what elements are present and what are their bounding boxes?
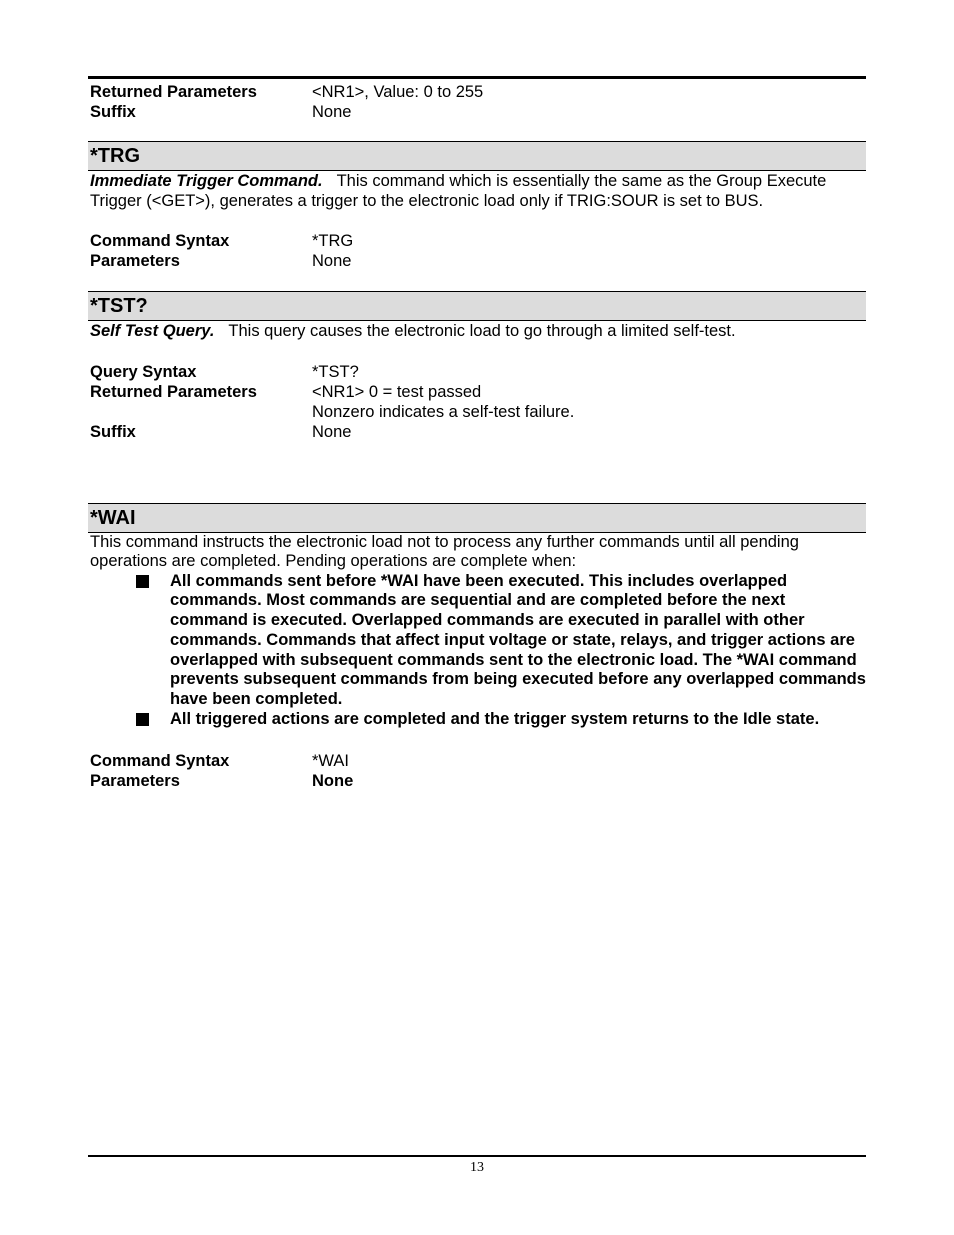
section-heading-trg: *TRG — [88, 141, 866, 171]
footer-rule — [88, 1155, 866, 1157]
param-value: *TRG — [312, 232, 354, 250]
param-label: Parameters — [90, 252, 180, 270]
param-label: Returned Parameters — [90, 83, 257, 101]
param-label: Command Syntax — [90, 232, 230, 250]
returned-value-line: <NR1> 0 = test passed — [312, 382, 482, 401]
param-row — [90, 362, 866, 382]
wai-description: This command instructs the electronic load not to process any further commands until all pending operations are completed. Pending operations are complete when: — [90, 532, 799, 570]
list-item — [134, 710, 866, 730]
section-heading-tst: *TST? — [88, 291, 866, 321]
param-label: Command Syntax — [90, 751, 230, 770]
bullet-text: All commands sent before *WAI have been executed. This includes overlapped commands. Most commands are sequential and are completed before the next command is executed. Overlapped commands are executed in parallel with other commands. Commands that affect input voltage or state, relays, and trigger actions are overlapped with subsequent commands sent to the electronic load. The *WAI command prevents subsequent commands from being executed before any overlapped commands have been completed. — [170, 571, 866, 709]
trg-text: This command which is essentially the same as the Group Execute Trigger (<GET>), generates a trigger to the electronic load only if TRIG:SOUR is set to BUS. — [90, 172, 827, 210]
previous-command-params — [88, 82, 866, 122]
tst-params — [88, 362, 866, 442]
returned-value-line: Nonzero indicates a self-test failure. — [312, 402, 575, 421]
header-rule — [88, 76, 866, 79]
param-row — [90, 82, 866, 102]
page-number: 13 — [470, 1160, 484, 1175]
param-label: Query Syntax — [90, 362, 197, 381]
param-label: Returned Parameters — [90, 382, 257, 401]
trg-params — [88, 231, 866, 271]
tst-lead: Self Test Query. — [90, 322, 215, 340]
tst-text: This query causes the electronic load to go through a limited self-test. — [228, 322, 736, 340]
wai-params — [88, 751, 866, 791]
param-value: None — [312, 422, 352, 441]
param-row — [90, 251, 866, 271]
param-value — [312, 382, 866, 422]
tst-description — [88, 322, 866, 342]
param-value: <NR1>, Value: 0 to 255 — [312, 83, 484, 101]
param-row — [90, 751, 866, 771]
param-label: Suffix — [90, 422, 136, 441]
param-value: None — [312, 771, 354, 790]
document-page — [88, 76, 866, 791]
param-value: None — [312, 252, 352, 270]
square-bullet-icon — [136, 713, 149, 726]
trg-description — [88, 172, 866, 211]
trg-lead: Immediate Trigger Command. — [90, 172, 323, 190]
param-row — [90, 422, 866, 442]
list-item — [134, 572, 866, 711]
square-bullet-icon — [136, 575, 149, 588]
param-row — [90, 102, 866, 122]
section-heading-wai: *WAI — [88, 503, 866, 533]
param-value: None — [312, 103, 352, 121]
param-row — [90, 231, 866, 251]
param-label: Parameters — [90, 771, 180, 790]
param-value: *WAI — [312, 751, 349, 770]
wai-bullet-list — [88, 572, 866, 730]
bullet-text: All triggered actions are completed and the trigger system returns to the Idle state. — [170, 710, 820, 729]
param-value: *TST? — [312, 362, 359, 381]
param-row — [90, 771, 866, 791]
param-label: Suffix — [90, 103, 136, 121]
param-row — [90, 382, 866, 422]
